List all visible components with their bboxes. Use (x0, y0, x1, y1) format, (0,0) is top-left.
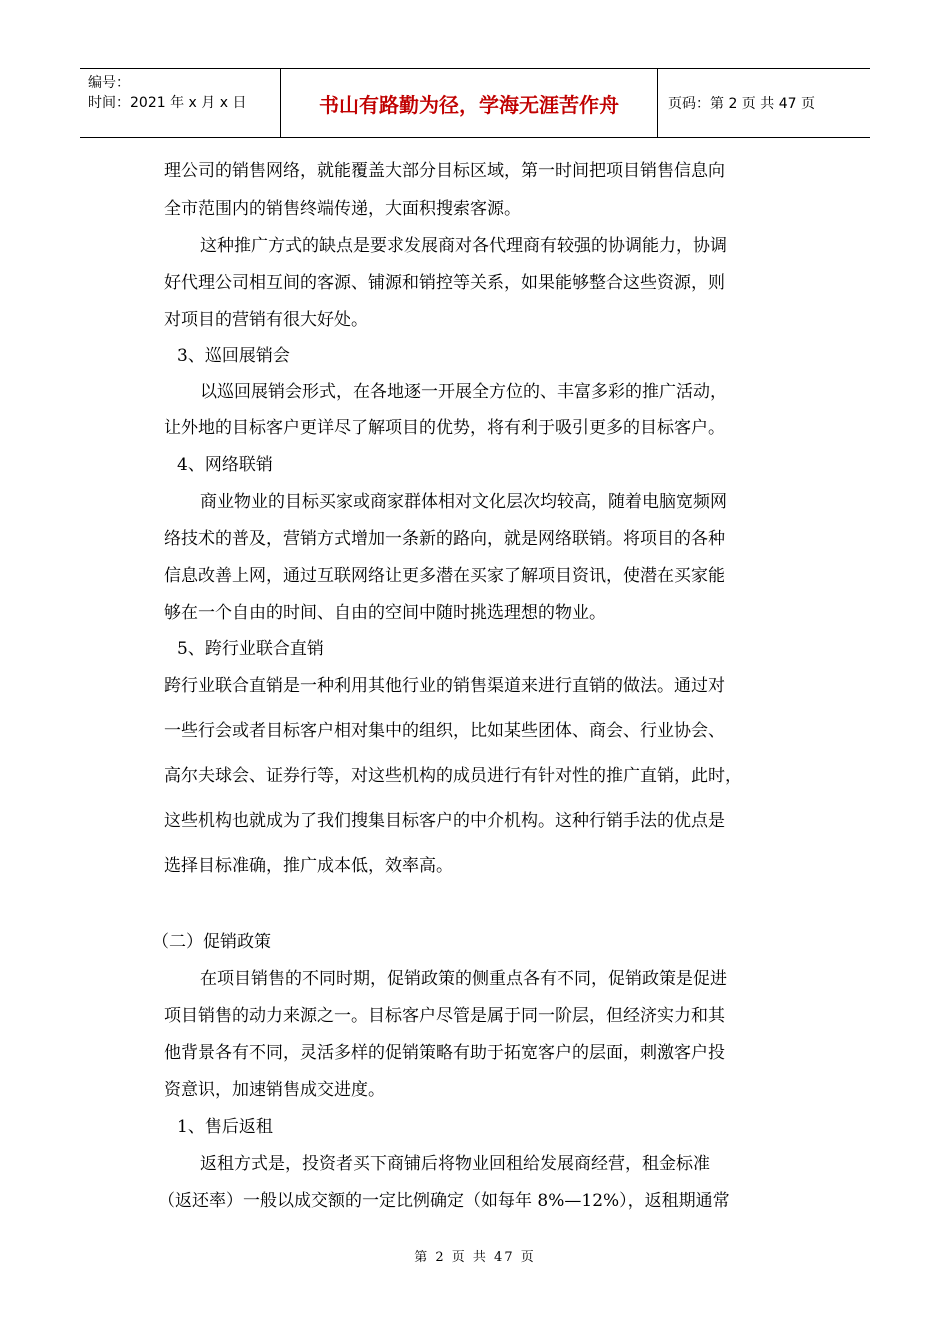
body-line: 商业物业的目标买家或商家群体相对文化层次均较高，随着电脑宽频网 (200, 492, 727, 512)
header-meta (80, 69, 280, 137)
body-line: 他背景各有不同，灵活多样的促销策略有助于拓宽客户的层面，刺激客户投 (164, 1043, 725, 1063)
header-date-label: 时间：2021 年 x 月 x 日 (88, 95, 247, 111)
body-line: 跨行业联合直销是一种利用其他行业的销售渠道来进行直销的做法。通过对 (164, 676, 725, 696)
body-line: 这些机构也就成为了我们搜集目标客户的中介机构。这种行销手法的优点是 (164, 811, 725, 831)
body-line: 好代理公司相互间的客源、铺源和销控等关系，如果能够整合这些资源，则 (164, 273, 725, 293)
body-line: 对项目的营销有很大好处。 (164, 310, 368, 330)
body-line: 选择目标准确，推广成本低，效率高。 (164, 856, 453, 876)
section-heading: 4、网络联销 (177, 455, 273, 475)
body-line: 信息改善上网，通过互联网络让更多潜在买家了解项目资讯，使潜在买家能 (164, 566, 725, 586)
body-line: 够在一个自由的时间、自由的空间中随时挑选理想的物业。 (164, 603, 606, 623)
header-motto: 书山有路勤为径，学海无涯苦作舟 (280, 69, 658, 137)
body-line: 在项目销售的不同时期，促销政策的侧重点各有不同，促销政策是促进 (200, 969, 727, 989)
header-page-info: 页码：第 2 页 共 47 页 (668, 96, 815, 112)
body-line: 返租方式是，投资者买下商铺后将物业回租给发展商经营，租金标准 (200, 1154, 710, 1174)
body-line: 理公司的销售网络，就能覆盖大部分目标区域，第一时间把项目销售信息向 (164, 161, 725, 181)
body-line: 项目销售的动力来源之一。目标客户尽管是属于同一阶层，但经济实力和其 (164, 1006, 725, 1026)
body-line: 络技术的普及，营销方式增加一条新的路向，就是网络联销。将项目的各种 (164, 529, 725, 549)
body-line: 高尔夫球会、证券行等，对这些机构的成员进行有针对性的推广直销，此时， (164, 766, 742, 786)
body-line: 全市范围内的销售终端传递，大面积搜索客源。 (164, 199, 521, 219)
body-line: 让外地的目标客户更详尽了解项目的优势，将有利于吸引更多的目标客户。 (164, 418, 725, 438)
body-line: 以巡回展销会形式，在各地逐一开展全方位的、丰富多彩的推广活动， (200, 382, 727, 402)
body-line: 资意识，加速销售成交进度。 (164, 1080, 385, 1100)
page-header (80, 68, 870, 138)
section-heading: 3、巡回展销会 (177, 346, 290, 366)
section-heading: （二）促销政策 (152, 932, 271, 952)
body-line: 这种推广方式的缺点是要求发展商对各代理商有较强的协调能力，协调 (200, 236, 727, 256)
body-line: （返还率）一般以成交额的一定比例确定（如每年 8%—12%），返租期通常 (158, 1191, 730, 1211)
section-heading: 5、跨行业联合直销 (177, 639, 324, 659)
section-heading: 1、售后返租 (177, 1117, 273, 1137)
page-footer: 第 2 页 共 47 页 (414, 1250, 536, 1265)
header-number-label: 编号： (88, 75, 130, 91)
body-line: 一些行会或者目标客户相对集中的组织，比如某些团体、商会、行业协会、 (164, 721, 725, 741)
